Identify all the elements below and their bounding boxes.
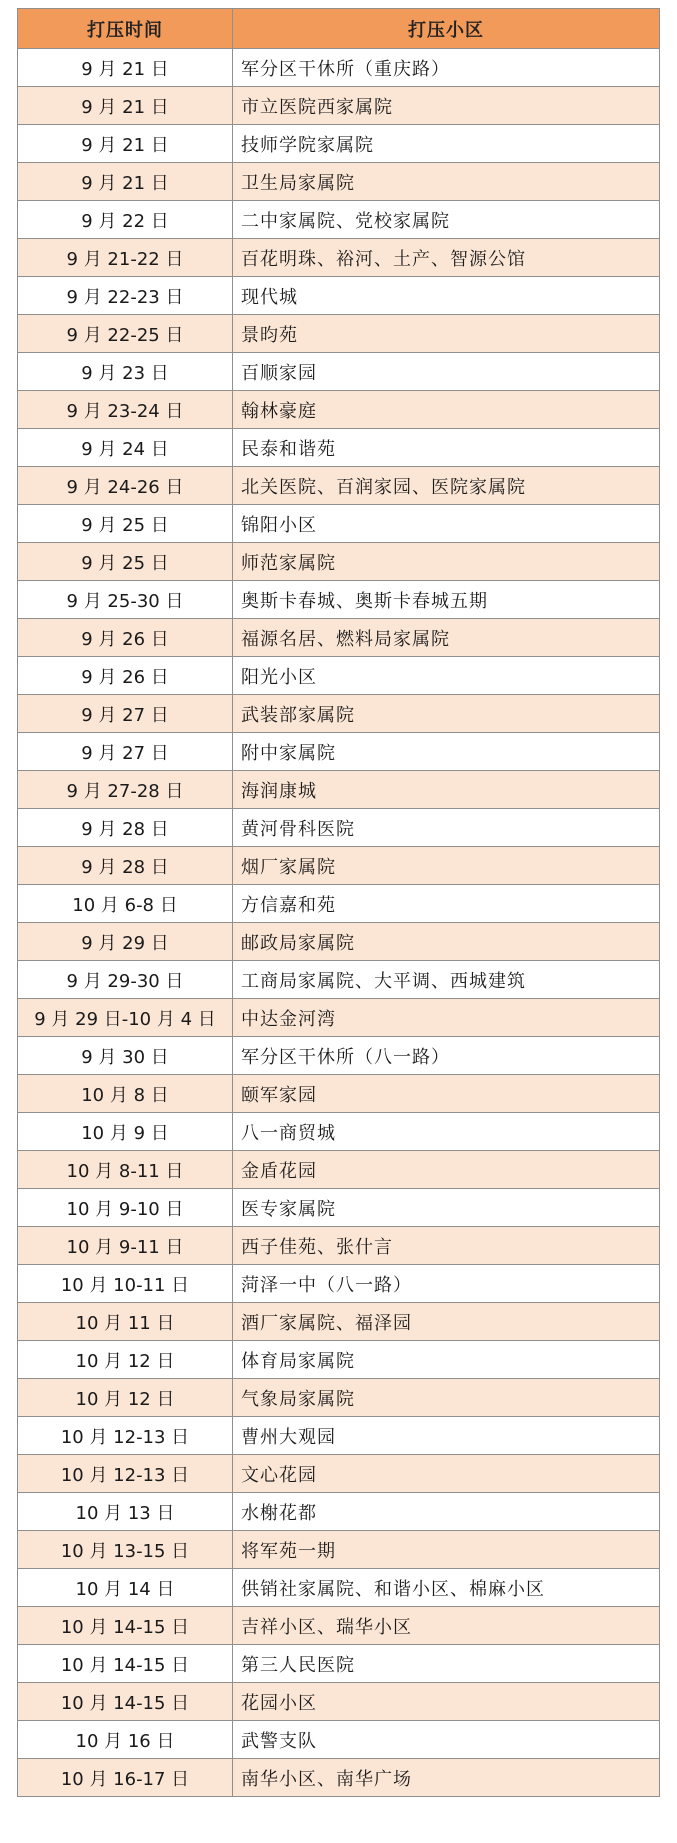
cell-time: 10 月 8-11 日 bbox=[18, 1151, 233, 1189]
cell-time: 10 月 14-15 日 bbox=[18, 1683, 233, 1721]
cell-community: 金盾花园 bbox=[233, 1151, 660, 1189]
cell-community: 景昀苑 bbox=[233, 315, 660, 353]
cell-community: 卫生局家属院 bbox=[233, 163, 660, 201]
cell-time: 9 月 21 日 bbox=[18, 125, 233, 163]
table-row bbox=[18, 391, 660, 429]
table-row bbox=[18, 1113, 660, 1151]
table-row bbox=[18, 1265, 660, 1303]
cell-community: 锦阳小区 bbox=[233, 505, 660, 543]
cell-community: 供销社家属院、和谐小区、棉麻小区 bbox=[233, 1569, 660, 1607]
cell-time: 9 月 29-30 日 bbox=[18, 961, 233, 999]
table-row bbox=[18, 467, 660, 505]
cell-community: 附中家属院 bbox=[233, 733, 660, 771]
pressure-test-schedule-table bbox=[17, 8, 660, 1797]
cell-time: 10 月 6-8 日 bbox=[18, 885, 233, 923]
cell-community: 八一商贸城 bbox=[233, 1113, 660, 1151]
cell-community: 西子佳苑、张什言 bbox=[233, 1227, 660, 1265]
table-row bbox=[18, 543, 660, 581]
cell-community: 颐军家园 bbox=[233, 1075, 660, 1113]
cell-community: 技师学院家属院 bbox=[233, 125, 660, 163]
table-row bbox=[18, 49, 660, 87]
cell-time: 10 月 9 日 bbox=[18, 1113, 233, 1151]
table-row bbox=[18, 1455, 660, 1493]
cell-community: 文心花园 bbox=[233, 1455, 660, 1493]
cell-community: 奥斯卡春城、奥斯卡春城五期 bbox=[233, 581, 660, 619]
cell-community: 花园小区 bbox=[233, 1683, 660, 1721]
table-row bbox=[18, 1151, 660, 1189]
cell-community: 市立医院西家属院 bbox=[233, 87, 660, 125]
cell-community: 百顺家园 bbox=[233, 353, 660, 391]
cell-time: 9 月 21 日 bbox=[18, 87, 233, 125]
cell-time: 9 月 24 日 bbox=[18, 429, 233, 467]
cell-time: 9 月 25-30 日 bbox=[18, 581, 233, 619]
cell-time: 10 月 12-13 日 bbox=[18, 1417, 233, 1455]
cell-time: 9 月 27 日 bbox=[18, 733, 233, 771]
cell-time: 9 月 22-25 日 bbox=[18, 315, 233, 353]
table-header-row bbox=[18, 9, 660, 49]
cell-time: 10 月 14-15 日 bbox=[18, 1607, 233, 1645]
table-row bbox=[18, 619, 660, 657]
cell-time: 9 月 30 日 bbox=[18, 1037, 233, 1075]
cell-time: 9 月 27-28 日 bbox=[18, 771, 233, 809]
cell-community: 海润康城 bbox=[233, 771, 660, 809]
table-row bbox=[18, 847, 660, 885]
cell-time: 9 月 21 日 bbox=[18, 49, 233, 87]
cell-community: 曹州大观园 bbox=[233, 1417, 660, 1455]
cell-time: 10 月 14 日 bbox=[18, 1569, 233, 1607]
cell-time: 9 月 23 日 bbox=[18, 353, 233, 391]
cell-time: 9 月 29 日 bbox=[18, 923, 233, 961]
cell-community: 翰林豪庭 bbox=[233, 391, 660, 429]
cell-time: 9 月 26 日 bbox=[18, 619, 233, 657]
table-row bbox=[18, 885, 660, 923]
table-row bbox=[18, 1645, 660, 1683]
table-row bbox=[18, 201, 660, 239]
table-row bbox=[18, 999, 660, 1037]
table-row bbox=[18, 87, 660, 125]
table-row bbox=[18, 1379, 660, 1417]
cell-time: 10 月 14-15 日 bbox=[18, 1645, 233, 1683]
cell-community: 武警支队 bbox=[233, 1721, 660, 1759]
cell-community: 烟厂家属院 bbox=[233, 847, 660, 885]
cell-community: 气象局家属院 bbox=[233, 1379, 660, 1417]
cell-time: 10 月 16 日 bbox=[18, 1721, 233, 1759]
cell-community: 中达金河湾 bbox=[233, 999, 660, 1037]
table-row bbox=[18, 657, 660, 695]
cell-community: 体育局家属院 bbox=[233, 1341, 660, 1379]
cell-time: 9 月 22 日 bbox=[18, 201, 233, 239]
table-row bbox=[18, 695, 660, 733]
cell-time: 9 月 28 日 bbox=[18, 847, 233, 885]
table-row bbox=[18, 961, 660, 999]
table-row bbox=[18, 163, 660, 201]
table-row bbox=[18, 923, 660, 961]
cell-community: 师范家属院 bbox=[233, 543, 660, 581]
cell-time: 10 月 9-10 日 bbox=[18, 1189, 233, 1227]
cell-community: 阳光小区 bbox=[233, 657, 660, 695]
cell-time: 9 月 21-22 日 bbox=[18, 239, 233, 277]
cell-time: 9 月 28 日 bbox=[18, 809, 233, 847]
cell-time: 9 月 26 日 bbox=[18, 657, 233, 695]
cell-time: 10 月 16-17 日 bbox=[18, 1759, 233, 1797]
table-row bbox=[18, 1721, 660, 1759]
cell-community: 民泰和谐苑 bbox=[233, 429, 660, 467]
cell-community: 邮政局家属院 bbox=[233, 923, 660, 961]
cell-community: 将军苑一期 bbox=[233, 1531, 660, 1569]
table-row bbox=[18, 1075, 660, 1113]
header-community: 打压小区 bbox=[233, 9, 660, 49]
cell-community: 工商局家属院、大平调、西城建筑 bbox=[233, 961, 660, 999]
table-row bbox=[18, 1417, 660, 1455]
table-row bbox=[18, 581, 660, 619]
schedule-table-container bbox=[17, 8, 659, 1797]
cell-community: 武装部家属院 bbox=[233, 695, 660, 733]
cell-time: 9 月 29 日-10 月 4 日 bbox=[18, 999, 233, 1037]
cell-community: 酒厂家属院、福泽园 bbox=[233, 1303, 660, 1341]
cell-time: 10 月 12 日 bbox=[18, 1379, 233, 1417]
cell-community: 水榭花都 bbox=[233, 1493, 660, 1531]
header-time: 打压时间 bbox=[18, 9, 233, 49]
cell-time: 10 月 10-11 日 bbox=[18, 1265, 233, 1303]
table-row bbox=[18, 771, 660, 809]
table-row bbox=[18, 1341, 660, 1379]
cell-community: 北关医院、百润家园、医院家属院 bbox=[233, 467, 660, 505]
cell-time: 10 月 13 日 bbox=[18, 1493, 233, 1531]
table-row bbox=[18, 1303, 660, 1341]
cell-community: 吉祥小区、瑞华小区 bbox=[233, 1607, 660, 1645]
cell-community: 百花明珠、裕河、土产、智源公馆 bbox=[233, 239, 660, 277]
cell-time: 9 月 25 日 bbox=[18, 505, 233, 543]
table-row bbox=[18, 1531, 660, 1569]
table-row bbox=[18, 733, 660, 771]
table-row bbox=[18, 353, 660, 391]
cell-time: 9 月 25 日 bbox=[18, 543, 233, 581]
table-row bbox=[18, 1683, 660, 1721]
table-row bbox=[18, 1493, 660, 1531]
table-row bbox=[18, 315, 660, 353]
cell-community: 菏泽一中（八一路） bbox=[233, 1265, 660, 1303]
cell-time: 9 月 21 日 bbox=[18, 163, 233, 201]
cell-time: 10 月 8 日 bbox=[18, 1075, 233, 1113]
cell-community: 医专家属院 bbox=[233, 1189, 660, 1227]
cell-time: 10 月 11 日 bbox=[18, 1303, 233, 1341]
table-row bbox=[18, 429, 660, 467]
cell-community: 第三人民医院 bbox=[233, 1645, 660, 1683]
table-row bbox=[18, 1759, 660, 1797]
cell-community: 南华小区、南华广场 bbox=[233, 1759, 660, 1797]
table-row bbox=[18, 505, 660, 543]
table-row bbox=[18, 239, 660, 277]
table-row bbox=[18, 1189, 660, 1227]
table-row bbox=[18, 1607, 660, 1645]
cell-community: 方信嘉和苑 bbox=[233, 885, 660, 923]
cell-time: 10 月 9-11 日 bbox=[18, 1227, 233, 1265]
table-body bbox=[18, 49, 660, 1797]
cell-community: 二中家属院、党校家属院 bbox=[233, 201, 660, 239]
cell-community: 军分区干休所（八一路） bbox=[233, 1037, 660, 1075]
cell-time: 9 月 24-26 日 bbox=[18, 467, 233, 505]
cell-community: 福源名居、燃料局家属院 bbox=[233, 619, 660, 657]
cell-time: 10 月 12-13 日 bbox=[18, 1455, 233, 1493]
cell-community: 黄河骨科医院 bbox=[233, 809, 660, 847]
cell-time: 10 月 13-15 日 bbox=[18, 1531, 233, 1569]
table-row bbox=[18, 1569, 660, 1607]
cell-community: 现代城 bbox=[233, 277, 660, 315]
table-row bbox=[18, 1227, 660, 1265]
cell-time: 9 月 23-24 日 bbox=[18, 391, 233, 429]
cell-time: 9 月 22-23 日 bbox=[18, 277, 233, 315]
table-row bbox=[18, 809, 660, 847]
table-row bbox=[18, 1037, 660, 1075]
cell-time: 9 月 27 日 bbox=[18, 695, 233, 733]
cell-time: 10 月 12 日 bbox=[18, 1341, 233, 1379]
table-row bbox=[18, 277, 660, 315]
cell-community: 军分区干休所（重庆路） bbox=[233, 49, 660, 87]
table-row bbox=[18, 125, 660, 163]
